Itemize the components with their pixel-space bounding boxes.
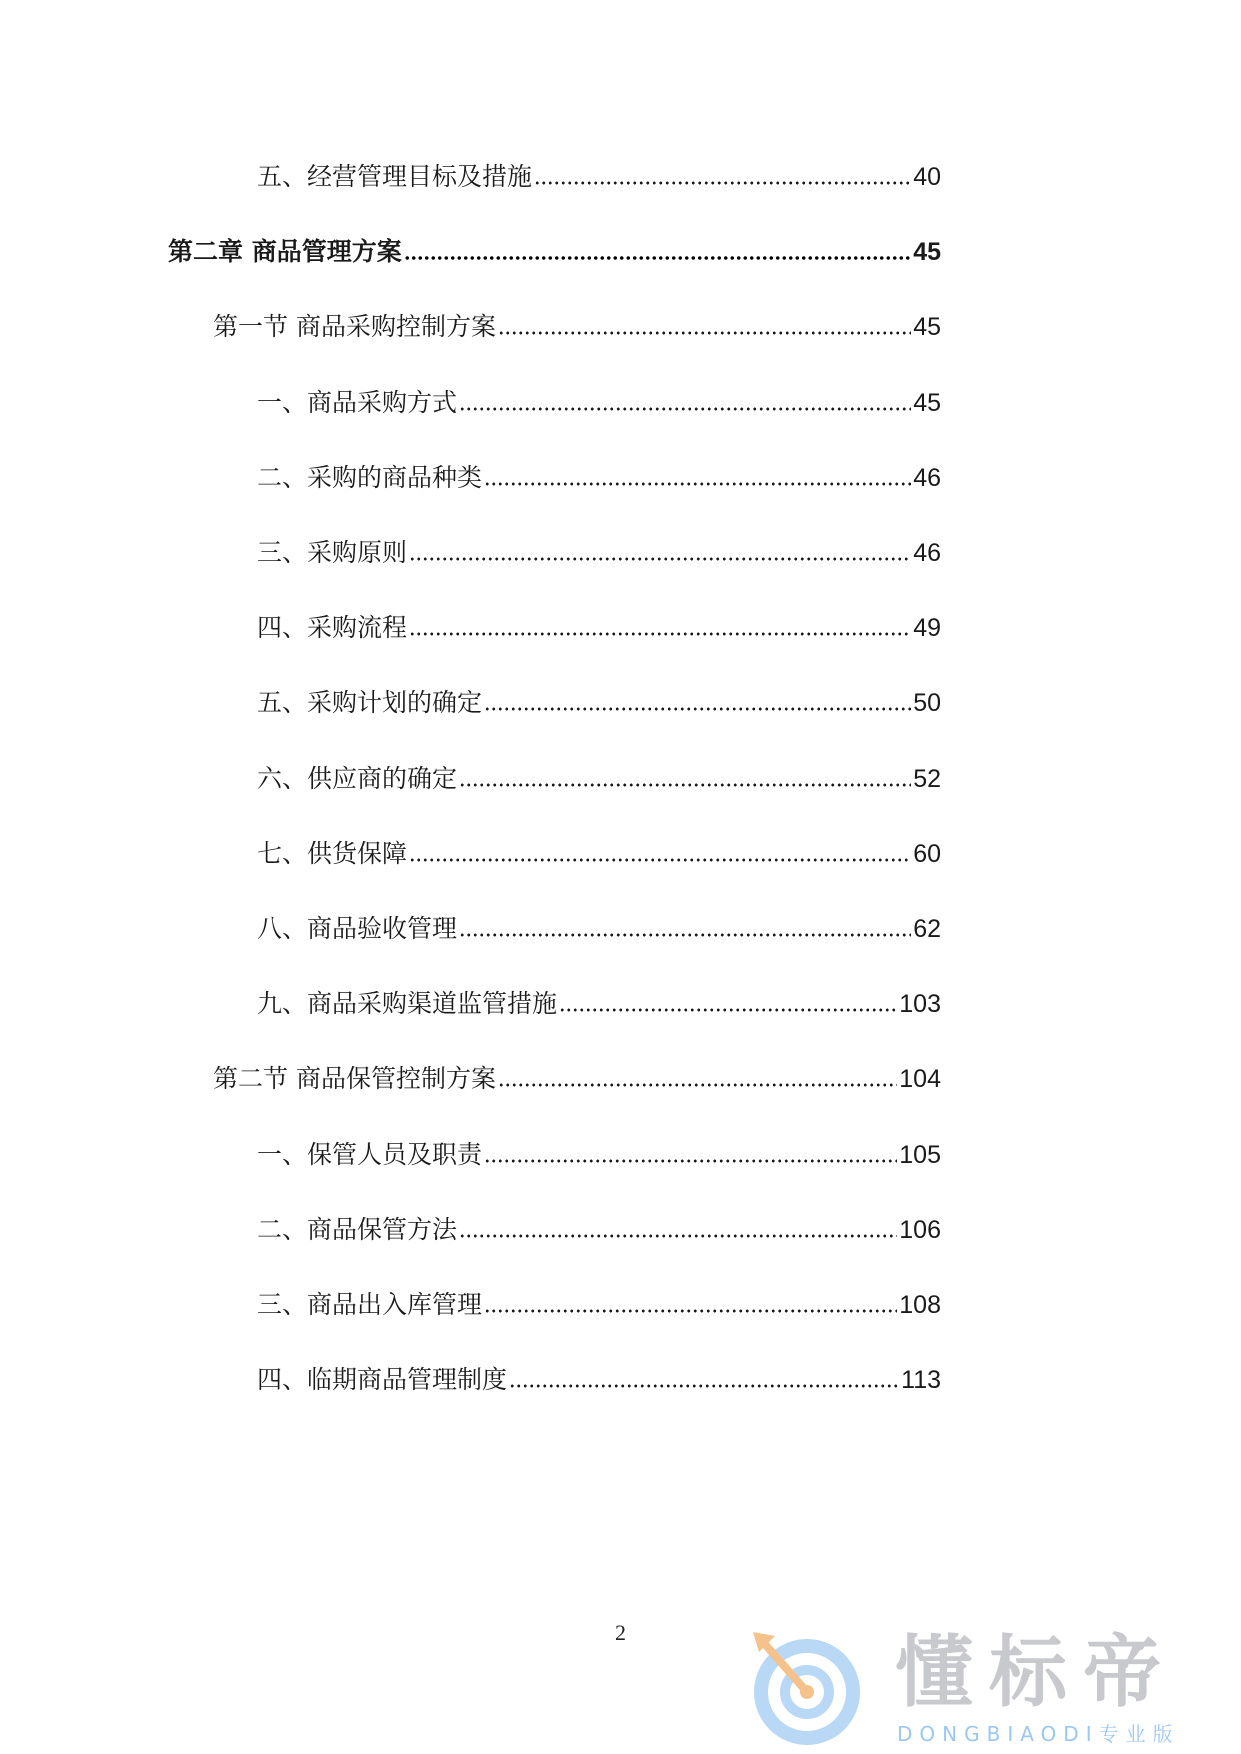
- toc-entry-label: 七、供货保障: [257, 838, 408, 868]
- toc-entry-label: 六、供应商的确定: [257, 763, 458, 793]
- toc-entry-page: 46: [913, 539, 941, 567]
- dot-leader: [459, 1232, 897, 1240]
- toc-entry-label: 九、商品采购渠道监管措施: [257, 989, 558, 1019]
- toc-entry-page: 49: [913, 614, 941, 643]
- toc-entry-label: 四、临期商品管理制度: [257, 1365, 508, 1395]
- toc-entry-page: 52: [913, 764, 941, 793]
- toc-entry-label: 四、采购流程: [257, 613, 408, 643]
- toc-entry[interactable]: [257, 378, 941, 418]
- toc-entry-label: 一、保管人员及职责: [257, 1139, 483, 1169]
- toc-entry-page: 50: [913, 689, 941, 718]
- dot-leader: [409, 630, 911, 638]
- toc-entry[interactable]: [257, 603, 941, 643]
- toc-entry-label: 三、商品出入库管理: [257, 1290, 483, 1319]
- toc-entry[interactable]: [257, 829, 941, 869]
- dot-leader: [409, 555, 911, 563]
- toc-entry-label: 二、商品保管方法: [257, 1214, 458, 1244]
- toc-entry-label: 二、采购的商品种类: [257, 462, 483, 492]
- toc-entry-page: 60: [913, 839, 941, 868]
- toc-entry[interactable]: [257, 453, 941, 493]
- toc-entry-label: 第二节 商品保管控制方案: [213, 1064, 496, 1094]
- toc-entry-page: 62: [913, 915, 941, 943]
- dot-leader: [484, 1307, 897, 1315]
- dot-leader: [459, 931, 911, 939]
- dot-leader: [559, 1006, 897, 1014]
- toc-entry[interactable]: [257, 754, 941, 794]
- toc-entry[interactable]: [257, 904, 941, 944]
- toc-entry-label: 八、商品验收管理: [257, 914, 458, 943]
- toc-entry[interactable]: [257, 979, 941, 1019]
- toc-entry-page: 104: [899, 1065, 941, 1094]
- toc-entry-label: 五、经营管理目标及措施: [257, 162, 533, 191]
- toc-entry-label: 五、采购计划的确定: [257, 688, 483, 718]
- toc-entry-label: 一、商品采购方式: [257, 387, 458, 417]
- dot-leader: [484, 480, 911, 488]
- dot-leader: [509, 1382, 899, 1390]
- dot-leader: [409, 856, 911, 864]
- watermark-title: 懂标帝: [895, 1628, 1178, 1718]
- toc-entry[interactable]: [257, 1205, 941, 1245]
- toc-entry[interactable]: [168, 227, 941, 267]
- toc-entry[interactable]: [257, 1355, 941, 1395]
- toc-entry[interactable]: [257, 528, 941, 568]
- toc-entry[interactable]: [257, 152, 941, 192]
- toc-entry-page: 45: [913, 313, 941, 342]
- dot-leader: [459, 781, 911, 789]
- dot-leader: [484, 1157, 897, 1165]
- toc-entry-page: 45: [913, 238, 941, 267]
- toc-entry-page: 106: [899, 1215, 941, 1244]
- toc-entry[interactable]: [213, 302, 941, 342]
- toc-entry-label: 第一节 商品采购控制方案: [213, 312, 496, 342]
- toc-entry[interactable]: [213, 1054, 941, 1094]
- dot-leader: [498, 1081, 897, 1089]
- toc-entry-page: 103: [899, 990, 941, 1019]
- toc-entry-page: 105: [899, 1140, 941, 1169]
- watermark-subtitle: DONGBIAODI专业版: [897, 1722, 1180, 1746]
- toc-entry-page: 46: [913, 463, 941, 492]
- toc-entry-label: 三、采购原则: [257, 538, 408, 567]
- dot-leader: [459, 405, 911, 413]
- toc-entry[interactable]: [257, 1280, 941, 1320]
- toc-entry[interactable]: [257, 678, 941, 718]
- dot-leader: [404, 254, 911, 262]
- toc-entry[interactable]: [257, 1130, 941, 1170]
- page-number: 2: [615, 1620, 626, 1645]
- target-arrow-icon: [745, 1620, 865, 1750]
- toc-entry-label: 第二章 商品管理方案: [168, 237, 402, 267]
- dot-leader: [534, 179, 911, 187]
- dot-leader: [484, 705, 911, 713]
- watermark: [745, 1620, 1235, 1750]
- toc-entry-page: 113: [901, 1366, 941, 1395]
- dot-leader: [498, 329, 911, 337]
- toc-entry-page: 45: [913, 388, 941, 417]
- toc-entry-page: 40: [913, 163, 941, 191]
- toc-entry-page: 108: [899, 1291, 941, 1319]
